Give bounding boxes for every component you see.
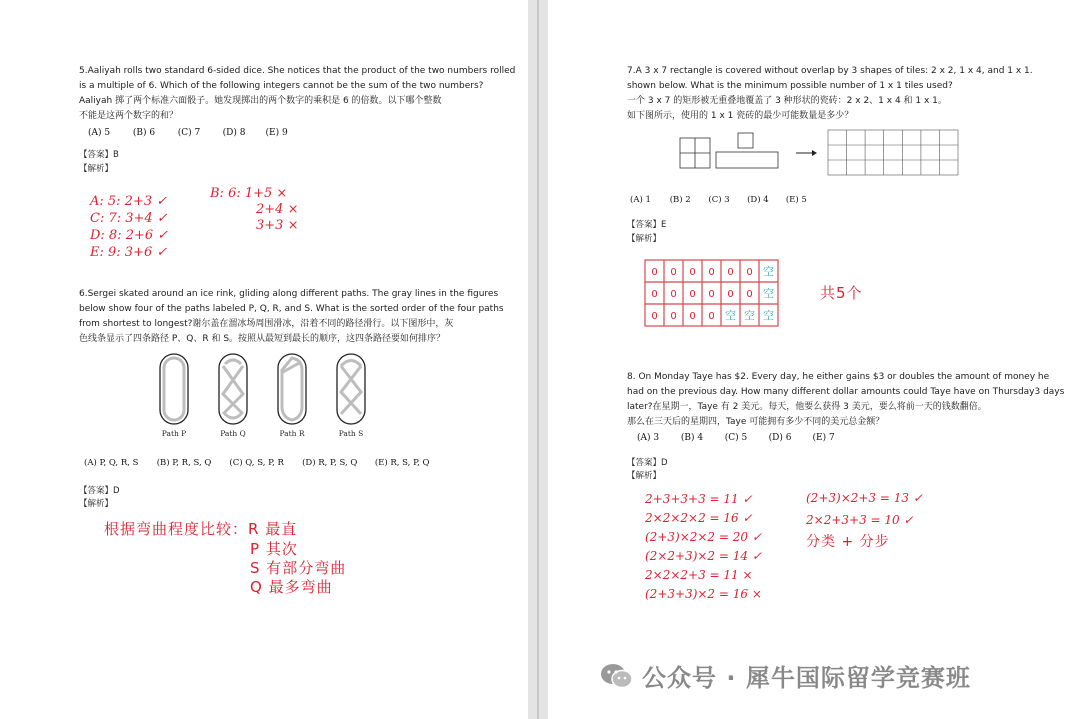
hw-line: B: 6: 1+5 × [210, 186, 288, 201]
grid-mark: 0 [689, 289, 696, 300]
tiles-figure [678, 128, 963, 178]
grid-mark: 0 [708, 267, 715, 278]
hw-line: Q 最多弯曲 [250, 578, 333, 596]
path-r-figure [278, 354, 306, 424]
grid-mark: 0 [708, 289, 715, 300]
path-p-label: Path P [161, 429, 187, 438]
hw-line: 2+4 × [256, 202, 299, 217]
skating-paths-figure [155, 352, 395, 430]
hw-line: (2+3+3)×2 = 16 × [645, 587, 762, 601]
hw-line: A: 5: 2+3 ✓ [90, 194, 168, 209]
q6-text [79, 287, 504, 347]
hw-line: (2+3)×2×2 = 20 ✓ [645, 530, 762, 544]
hw-line: 2+3+3+3 = 11 ✓ [645, 492, 753, 506]
q7-analysis: 【解析】 [627, 234, 662, 244]
tile-2x2 [680, 138, 710, 168]
grid-mark: 0 [651, 267, 658, 278]
q8-line: later?在星期一，Taye 有 2 美元。每天，他要么获得 3 美元，要么将前一天的钱数翻倍。 [627, 402, 987, 412]
hw-line: 分类 + 分步 [806, 534, 890, 550]
q8-line: 8. On Monday Taye has $2. Every day, he either gains $3 or doubles the amount of money he [627, 372, 1050, 382]
q5-handwriting-right [210, 186, 298, 234]
grid-mark: 0 [689, 311, 696, 322]
q5-choice-c: (C) 7 [177, 128, 201, 138]
q5-line: is a multiple of 6. Which of the following integers cannot be the sum of the two numbers? [79, 81, 484, 91]
hw-line: 3+3 × [256, 218, 299, 233]
grid-mark: 0 [670, 289, 677, 300]
q7-line: shown below. What is the minimum possible number of 1 x 1 tiles used? [627, 81, 953, 91]
grid-mark: 空 [744, 309, 755, 322]
q6-answer: 【答案】D [79, 486, 120, 496]
grid-mark: 0 [670, 311, 677, 322]
path-s-figure [337, 354, 365, 424]
q8-handwriting-right [806, 487, 923, 553]
grid-mark: 0 [651, 289, 658, 300]
q7-choice-b: (B) 2 [669, 195, 691, 205]
q5-choice-e: (E) 9 [265, 128, 288, 138]
q7-choice-d: (D) 4 [747, 195, 769, 205]
q8-handwriting-left [645, 490, 762, 604]
q6-line: from shortest to longest?谢尔盖在溜冰场周围滑冰，沿着不同的路径滑行。以下图形中，灰 [79, 319, 454, 329]
grid-3x7 [828, 130, 958, 175]
grid-mark: 0 [727, 267, 734, 278]
grid-mark: 0 [670, 267, 677, 278]
path-s-label: Path S [338, 429, 364, 438]
hw-line: (2×2+3)×2 = 14 ✓ [645, 549, 762, 563]
page-divider [528, 0, 548, 719]
hw-line: 2×2×2×2 = 16 ✓ [645, 511, 753, 525]
tile-1x4 [716, 152, 778, 168]
q7-line: 7.A 3 x 7 rectangle is covered without overlap by 3 shapes of tiles: 2 x 2, 1 x 4, and 1 x 1. [627, 66, 1033, 76]
grid-mark: 0 [746, 267, 753, 278]
grid-mark: 空 [763, 309, 774, 322]
q8-choices [637, 433, 835, 443]
path-p-figure [160, 354, 188, 424]
q6-line: 色线条显示了四条路径 P、Q、R 和 S。按照从最短到最长的顺序，这四条路径要如何排序？ [79, 334, 446, 344]
q7-choice-a: (A) 1 [630, 195, 651, 205]
q7-line: 一个 3 x 7 的矩形被无重叠地覆盖了 3 种形状的瓷砖：2 x 2、1 x 4 和 1 x 1。 [627, 96, 947, 106]
q6-choice-b: (B) P, R, S, Q [156, 458, 212, 468]
path-q-label: Path Q [220, 429, 246, 438]
q5-handwriting-left [90, 193, 168, 261]
q6-analysis: 【解析】 [79, 499, 114, 509]
q5-choices [88, 128, 288, 138]
hw-line: D: 8: 2+6 ✓ [90, 228, 169, 243]
left-document-page [0, 0, 528, 719]
q7-handwriting-note: 共5个 [820, 284, 863, 302]
watermark-text: 公众号 · 犀牛国际留学竞赛班 [642, 664, 971, 692]
q7-choice-e: (E) 5 [785, 195, 807, 205]
q5-choice-a: (A) 5 [88, 128, 111, 138]
q7-choice-c: (C) 3 [708, 195, 730, 205]
q6-choice-e: (E) R, S, P, Q [374, 458, 430, 468]
q8-choice-e: (E) 7 [812, 433, 835, 443]
q8-text [627, 370, 1064, 430]
path-r-label: Path R [279, 429, 305, 438]
q7-answer: 【答案】E [627, 220, 667, 230]
hw-line: 2×2×2+3 = 11 × [645, 568, 753, 582]
grid-mark: 0 [727, 289, 734, 300]
q8-choice-a: (A) 3 [637, 433, 660, 443]
q6-choice-a: (A) P, Q, R, S [84, 458, 139, 468]
q8-choice-c: (C) 5 [724, 433, 748, 443]
grid-mark: 0 [689, 267, 696, 278]
q8-analysis: 【解析】 [627, 471, 662, 481]
wechat-icon [600, 662, 634, 690]
hw-line: P 其次 [250, 540, 298, 558]
q8-choice-d: (D) 6 [768, 433, 792, 443]
q5-choice-d: (D) 8 [222, 128, 246, 138]
q5-line: 5.Aaliyah rolls two standard 6-sided dice. She notices that the product of the two numbers rolled [79, 66, 516, 76]
hw-line: C: 7: 3+4 ✓ [90, 211, 168, 226]
hw-line: S 有部分弯曲 [250, 559, 347, 577]
hw-line: (2+3)×2+3 = 13 ✓ [806, 491, 923, 505]
q7-choices [630, 195, 807, 205]
arrow-icon [796, 150, 817, 156]
hw-line: E: 9: 3+6 ✓ [90, 245, 168, 260]
watermark [600, 658, 971, 693]
q5-answer: 【答案】B [79, 150, 119, 160]
hw-line: 2×2+3+3 = 10 ✓ [806, 513, 914, 527]
q7-handwritten-grid [643, 258, 783, 330]
q6-handwriting-list [250, 540, 346, 597]
q8-choice-b: (B) 4 [680, 433, 704, 443]
q6-line: below show four of the paths labeled P, Q, R, and S. What is the sorted order of the four paths [79, 304, 504, 314]
q6-choice-c: (C) Q, S, P, R [229, 458, 284, 468]
q8-line: had on the previous day. How many different dollar amounts could Taye have on Thursday3 days [627, 387, 1065, 397]
q6-choice-d: (D) R, P, S, Q [302, 458, 358, 468]
q5-text [79, 64, 515, 124]
q7-line: 如下图所示，使用的 1 x 1 瓷砖的最少可能数量是多少？ [627, 111, 854, 121]
q5-line: Aaliyah 掷了两个标准六面骰子。她发现掷出的两个数字的乘积是 6 的倍数。以下哪个整数 [79, 96, 442, 106]
q7-text [627, 64, 1033, 124]
path-q-figure [219, 354, 247, 424]
q8-answer: 【答案】D [627, 458, 668, 468]
grid-mark: 0 [708, 311, 715, 322]
q5-choice-b: (B) 6 [132, 128, 156, 138]
right-document-page [548, 0, 1080, 719]
grid-mark: 0 [746, 289, 753, 300]
grid-mark: 空 [763, 287, 774, 300]
grid-mark: 空 [725, 309, 736, 322]
grid-mark: 空 [763, 265, 774, 278]
q5-analysis: 【解析】 [79, 164, 114, 174]
grid-mark: 0 [651, 311, 658, 322]
q6-choices [84, 458, 429, 468]
q6-line: 6.Sergei skated around an ice rink, gliding along different paths. The gray lines in the figures [79, 289, 499, 299]
tile-1x1 [738, 133, 753, 148]
q6-handwriting-main: 根据弯曲程度比较：R 最直 [104, 520, 298, 538]
q8-line: 那么在三天后的星期四，Taye 可能拥有多少不同的美元总金额？ [627, 417, 885, 427]
q5-line: 不能是这两个数字的和？ [79, 111, 179, 121]
